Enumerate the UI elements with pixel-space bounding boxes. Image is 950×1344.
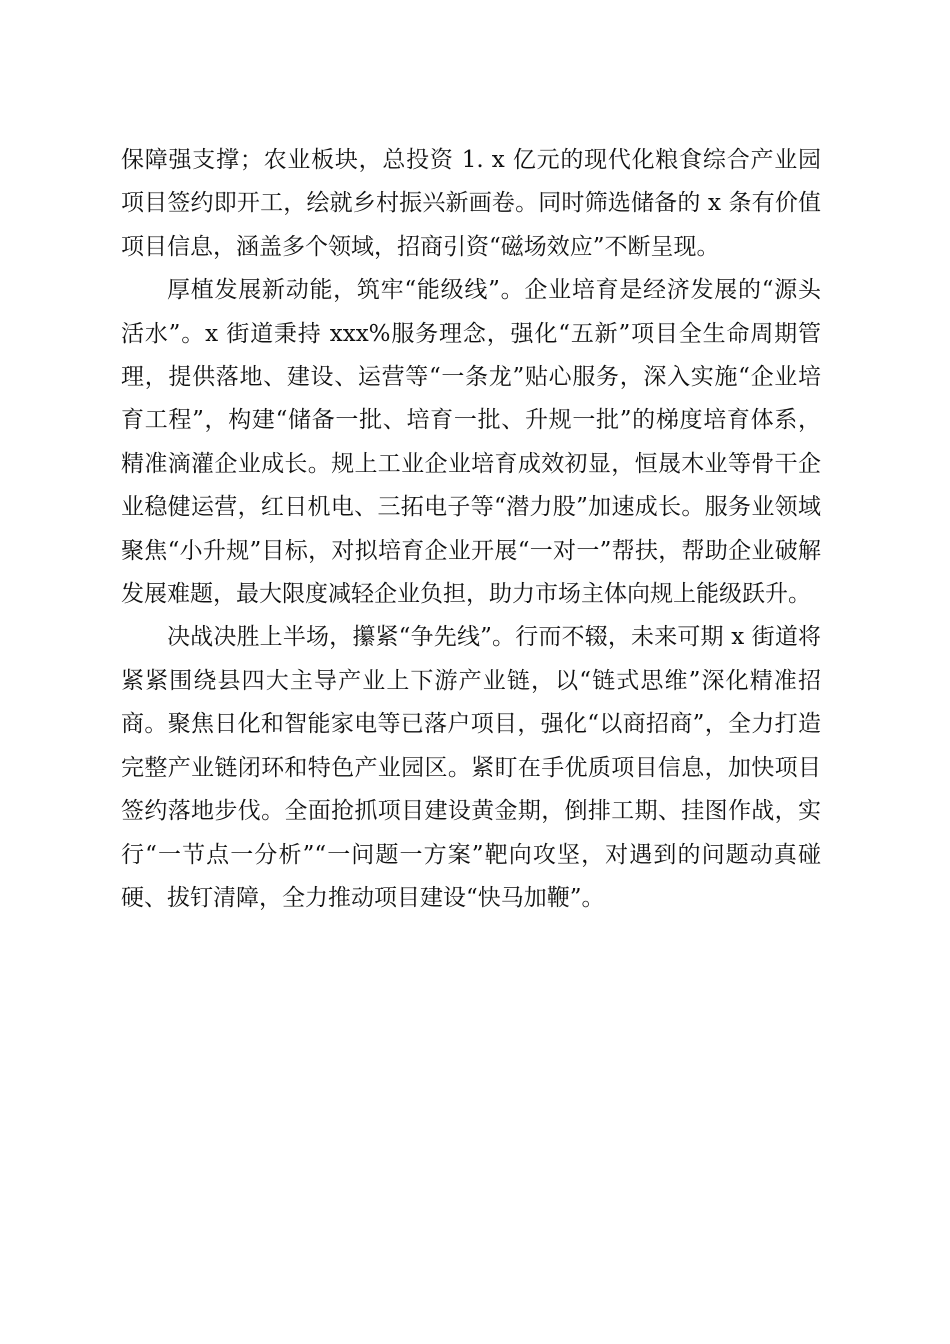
paragraph-continued: 保障强支撑；农业板块，总投资 1. x 亿元的现代化粮食综合产业园项目签约即开工，绘就乡村振兴新画卷。同时筛选储备的 x 条有价值项目信息，涵盖多个领域，招商引资“磁场效应”不断呈现。 — [121, 147, 821, 260]
paragraph-enterprise-cultivation: 厚植发展新动能，筑牢“能级线”。企业培育是经济发展的“源头活水”。x 街道秉持 xxx%服务理念，强化“五新”项目全生命周期管理，提供落地、建设、运营等“一条龙”贴心服务，深入实施“企业培育工程”，构建“储备一批、培育一批、升规一批”的梯度培育体系，精准滴灌企业成长。规上工业企业培育成效初显，恒晟木业等骨干企业稳健运营，红日机电、三拓电子等“潜力股”加速成长。服务业领域聚焦“小升规”目标，对拟培育企业开展“一对一”帮扶，帮助企业破解发展难题，最大限度减轻企业负担，助力市场主体向规上能级跃升。 — [121, 277, 821, 608]
document-body — [121, 139, 821, 920]
paragraph-first-half-push: 决战决胜上半场，攥紧“争先线”。行而不辍，未来可期 x 街道将紧紧围绕县四大主导产业上下游产业链，以“链式思维”深化精准招商。聚焦日化和智能家电等已落户项目，强化“以商招商”，全力打造完整产业链闭环和特色产业园区。紧盯在手优质项目信息，加快项目签约落地步伐。全面抢抓项目建设黄金期，倒排工期、挂图作战，实行“一节点一分析”“一问题一方案”靶向攻坚，对遇到的问题动真碰硬、拔钉清障，全力推动项目建设“快马加鞭”。 — [121, 624, 821, 911]
